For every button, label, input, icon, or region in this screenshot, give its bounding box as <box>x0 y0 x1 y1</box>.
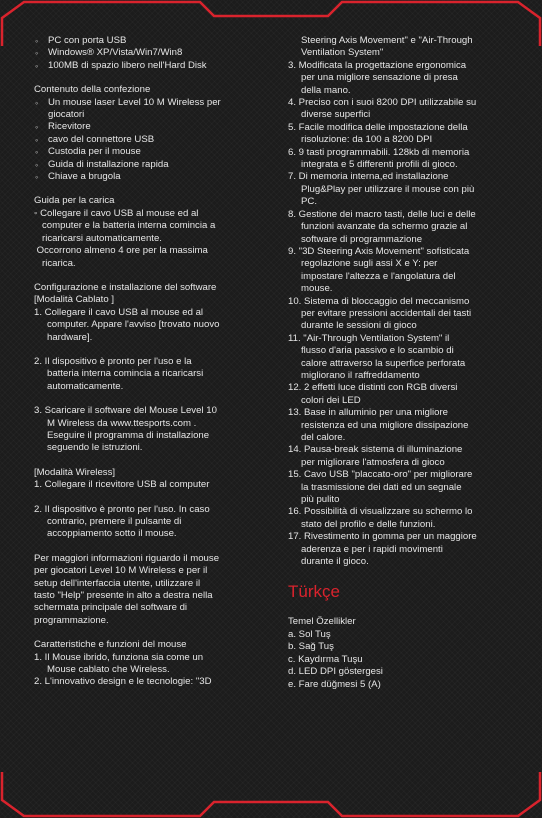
features-section <box>34 639 264 689</box>
right-column <box>288 35 514 691</box>
list-item <box>288 407 514 444</box>
text-line: setup dell'interfaccia utente, utilizzare il <box>34 577 201 589</box>
section-title: [Modalità Wireless] <box>34 466 116 478</box>
section-title: Temel Özellikler <box>288 616 356 628</box>
text-line: funzioni avanzate da schermo grazie al <box>301 221 468 233</box>
left-column <box>34 35 264 689</box>
text-line: 9. "3D Steering Axis Movement" sofisticata <box>288 245 470 257</box>
list-item: ◦ Guida di installazione rapida <box>34 159 264 171</box>
text-line: 6. 9 tasti programmabili. 128kb di memoria <box>288 146 470 158</box>
text-line: la trasmissione dei dati ed un segnale <box>301 481 462 493</box>
text-line: 10. Sistema di bloccaggio del meccanismo <box>288 295 470 307</box>
info-paragraph <box>34 553 264 627</box>
step-item: 1. Collegare il ricevitore USB al computer <box>34 479 210 491</box>
text-line: tasto "Help" presente in alto a destra nella <box>34 590 213 602</box>
text-line: accoppiamento sotto il mouse. <box>47 528 177 540</box>
text-line: Eseguire il programma di installazione <box>47 429 210 441</box>
text-line: computer e la batteria interna comincia a <box>34 220 216 232</box>
list-item <box>288 296 514 333</box>
list-item: ◦ 100MB di spazio libero nell'Hard Disk <box>34 60 264 72</box>
text-line: 2. Il dispositivo è pronto per l'uso e la <box>34 355 192 367</box>
list-item <box>288 209 514 246</box>
text-line: automaticamente. <box>47 380 124 392</box>
text-line: 16. Possibilità di visualizzare su schermo lo <box>288 506 473 518</box>
text-line: più pulito <box>301 494 340 506</box>
text-line: 1. Collegare il cavo USB al mouse ed al <box>34 306 204 318</box>
text-line: 2. L'innovativo design e le tecnologie: "3D <box>34 676 212 688</box>
text-line: PC. <box>301 196 317 208</box>
list-item <box>288 469 514 506</box>
list-item: ◦ Custodia per il mouse <box>34 146 264 158</box>
text-line: per evitare pressioni accidentali dei tasti <box>301 307 472 319</box>
section-subtitle: [Modalità Cablato ] <box>34 294 114 306</box>
list-item <box>288 171 514 208</box>
list-item <box>288 382 514 407</box>
list-item: e. Fare düğmesi 5 (A) <box>288 678 381 690</box>
text-line: 2. Il dispositivo è pronto per l'uso. In caso <box>34 503 210 515</box>
text-line: contrario, premere il pulsante di <box>47 516 182 527</box>
text-line: durante il gioco. <box>301 556 369 568</box>
text-line: colori dei LED <box>301 394 361 406</box>
text-line: ricaricarsi automaticamente. <box>34 232 162 244</box>
text-line: schermata principale del software di <box>34 602 188 614</box>
text-line: 8. Gestione dei macro tasti, delle luci e delle <box>288 208 476 220</box>
step-item <box>34 504 264 541</box>
step-item <box>34 356 264 393</box>
list-item: d. LED DPI göstergesi <box>288 666 383 678</box>
text-line: M Wireless da www.ttesports.com . <box>47 417 197 429</box>
list-item: ◦ Windows® XP/Vista/Win7/Win8 <box>34 47 264 59</box>
section-heading-turkce: Türkçe <box>288 582 340 602</box>
text-line: del calore. <box>301 432 346 443</box>
text-line: 13. Base in alluminio per una migliore <box>288 407 448 419</box>
list-item <box>288 506 514 531</box>
text-line: flusso d'aria passivo e lo scambio di <box>301 345 454 357</box>
text-line: per una migliore sensazione di presa <box>301 72 458 84</box>
text-line: 14. Pausa-break sistema di illuminazione <box>288 444 463 456</box>
text-line: stato del profilo e delle funzioni. <box>301 518 436 530</box>
text-line: Plug&Play per utilizzare il mouse con più <box>301 183 475 195</box>
list-item-line: ◦ Un mouse laser Level 10 M Wireless per <box>48 96 221 108</box>
list-item <box>288 60 514 97</box>
list-item: ◦ cavo del connettore USB <box>34 134 264 146</box>
list-item: ◦ Chiave a brugola <box>34 171 264 183</box>
text-line: resistenza ed una migliore dissipazione <box>301 419 469 431</box>
text-line: seguendo le istruzioni. <box>47 442 143 454</box>
wireless-section <box>34 467 264 541</box>
text-line: software di programmazione <box>301 233 423 245</box>
text-line: 3. Scaricare il software del Mouse Level 10 <box>34 405 217 417</box>
feature-list <box>288 60 514 569</box>
list-item <box>288 147 514 172</box>
text-line: 12. 2 effetti luce distinti con RGB diversi <box>288 382 458 394</box>
section-title: Contenuto della confezione <box>34 84 151 96</box>
text-line: Per maggiori informazioni riguardo il mouse <box>34 552 220 564</box>
step-item <box>34 307 264 344</box>
text-line: per migliorare l'atmosfera di gioco <box>301 456 445 468</box>
section-title: Caratteristiche e funzioni del mouse <box>34 639 187 651</box>
text-line: ◦ Collegare il cavo USB al mouse ed al <box>34 207 199 219</box>
text-line: batteria interna comincia a ricaricarsi <box>47 368 204 380</box>
text-line: risoluzione: da 100 a 8200 DPI <box>301 134 433 146</box>
text-line: durante le sessioni di gioco <box>301 320 417 332</box>
list-item-line: giocatori <box>48 109 85 121</box>
text-line: diverse superfici <box>301 109 371 121</box>
text-line: per giocatori Level 10 M Wireless e per il <box>34 565 208 577</box>
list-item <box>288 531 514 568</box>
text-line: 7. Di memoria interna,ed installazione <box>288 171 449 183</box>
text-line: migliorano il raffreddamento <box>301 369 420 381</box>
text-line: calore attraverso la superfice perforata <box>301 357 466 369</box>
text-line: Ventilation System" <box>301 47 384 59</box>
config-section <box>34 282 264 455</box>
section-title: Guida per la carica <box>34 195 115 207</box>
text-line: 15. Cavo USB "placcato-oro" per migliorare <box>288 469 473 481</box>
text-line: impostare l'altezza e l'angolatura del <box>301 270 456 282</box>
list-item: c. Kaydırma Tuşu <box>288 653 363 665</box>
section-title: Configurazione e installazione del software <box>34 281 217 293</box>
text-line: 3. Modificata la progettazione ergonomica <box>288 59 467 71</box>
text-line: hardware]. <box>47 331 93 343</box>
text-line: 1. Il Mouse ibrido, funziona sia come un <box>34 651 204 663</box>
list-item <box>288 246 514 296</box>
text-line: computer. Appare l'avviso [trovato nuovo <box>47 319 220 331</box>
list-item: b. Sağ Tuş <box>288 641 334 653</box>
text-line: mouse. <box>301 283 333 295</box>
text-line: ricarica. <box>34 257 76 269</box>
text-line: 17. Rivestimento in gomma per un maggiore <box>288 531 477 543</box>
charge-guide <box>34 195 264 269</box>
text-line: 4. Preciso con i suoi 8200 DPI utilizzabile su <box>288 97 477 109</box>
list-item <box>288 444 514 469</box>
text-line: regolazione sugli assi X e Y: per <box>301 258 438 270</box>
text-line: Steering Axis Movement" e "Air-Through <box>301 35 473 46</box>
list-item <box>288 122 514 147</box>
text-line: integrata e 5 differenti profili di gioco. <box>301 159 458 171</box>
list-item: ◦ PC con porta USB <box>34 35 264 47</box>
package-contents <box>34 84 264 183</box>
text-line: 11. "Air-Through Ventilation System" il <box>288 332 450 344</box>
requirements-list <box>34 35 264 72</box>
list-item: ◦ Ricevitore <box>34 121 264 133</box>
list-item: a. Sol Tuş <box>288 628 331 640</box>
list-item <box>288 333 514 383</box>
list-item <box>288 97 514 122</box>
step-item <box>34 405 264 455</box>
text-line: della mano. <box>301 84 351 96</box>
text-line: Mouse cablato che Wireless. <box>47 664 170 676</box>
text-line: Occorrono almeno 4 ore per la massima <box>34 245 208 257</box>
text-line: programmazione. <box>34 614 109 626</box>
list-item <box>34 97 264 122</box>
text-line: aderenza e per i rapidi movimenti <box>301 543 443 555</box>
text-line: 5. Facile modifica delle impostazione della <box>288 121 468 133</box>
